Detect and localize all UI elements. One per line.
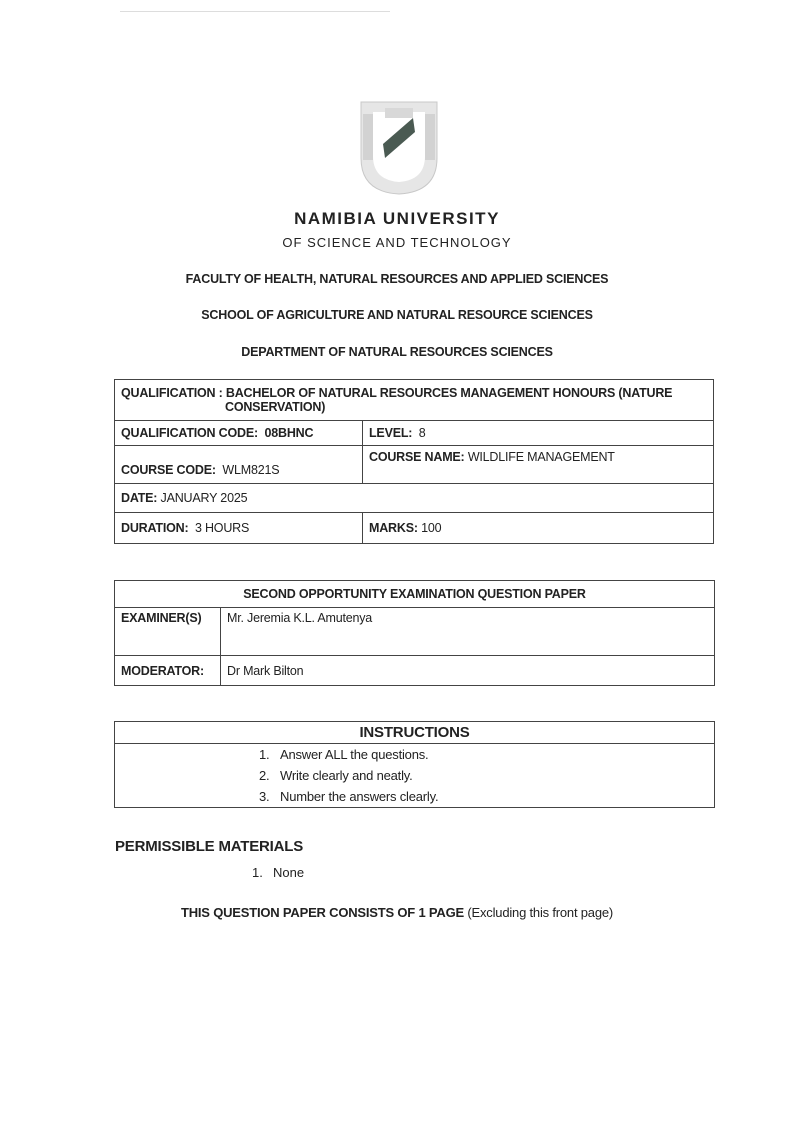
qualification-code: 08BHNC (264, 426, 314, 440)
instructions-list-cell (115, 744, 715, 808)
faculty-heading: FACULTY OF HEALTH, NATURAL RESOURCES AND APPLIED SCIENCES (185, 272, 609, 286)
item-text: None (273, 865, 305, 880)
department-heading: DEPARTMENT OF NATURAL RESOURCES SCIENCES (241, 345, 553, 359)
qualification-text: QUALIFICATION : BACHELOR OF NATURAL RESOURCES MANAGEMENT HONOURS (NATURE (121, 386, 673, 400)
item-number: 3. (259, 789, 270, 804)
item-number: 1. (252, 865, 263, 880)
course-name: WILDLIFE MANAGEMENT (467, 450, 615, 464)
course-name-cell (363, 446, 714, 484)
item-text: Write clearly and neatly. (280, 768, 413, 783)
marks-cell (363, 513, 714, 544)
label: DATE: (121, 491, 158, 505)
date-cell (115, 484, 714, 513)
school-heading: SCHOOL OF AGRICULTURE AND NATURAL RESOURCE SCIENCES (201, 308, 593, 322)
label: LEVEL: (369, 426, 413, 440)
qualification-cell (115, 380, 714, 421)
page-count-note-text: (Excluding this front page) (467, 905, 614, 920)
item-number: 2. (259, 768, 270, 783)
level-value: 8 (418, 426, 426, 440)
duration-value: 3 HOURS (194, 521, 250, 535)
scan-artifact-line (120, 11, 390, 12)
instructions-table (114, 721, 715, 808)
moderator-name: Dr Mark Bilton (221, 656, 715, 686)
examiner-label: EXAMINER(S) (115, 608, 221, 656)
list-item (259, 744, 708, 765)
exam-info-table (114, 580, 715, 686)
list-item (259, 786, 708, 807)
page-count-bold: THIS QUESTION PAPER CONSISTS OF 1 PAGE (180, 905, 464, 920)
examiner-name: Mr. Jeremia K.L. Amutenya (221, 608, 715, 656)
exam-title: SECOND OPPORTUNITY EXAMINATION QUESTION PAPER (115, 581, 715, 608)
qualification-text-cont: CONSERVATION) (225, 400, 326, 414)
item-text: Number the answers clearly. (280, 789, 439, 804)
university-subtitle: OF SCIENCE AND TECHNOLOGY (282, 235, 512, 250)
instructions-list (259, 744, 708, 807)
label: MARKS: (369, 521, 418, 535)
marks-value: 100 (421, 521, 442, 535)
label: QUALIFICATION CODE: (121, 426, 258, 440)
permissible-materials-heading: PERMISSIBLE MATERIALS (115, 838, 304, 855)
qualification-code-cell (115, 421, 363, 446)
permissible-item (252, 865, 304, 880)
instructions-title: INSTRUCTIONS (115, 722, 715, 744)
course-code-cell (115, 446, 363, 484)
page-count-note (0, 905, 794, 920)
shield-logo-icon (357, 100, 441, 196)
course-code: WLM821S (222, 463, 280, 477)
duration-cell (115, 513, 363, 544)
item-number: 1. (259, 747, 270, 762)
course-info-table (114, 379, 714, 544)
university-name: NAMIBIA UNIVERSITY (294, 209, 500, 228)
level-cell (363, 421, 714, 446)
label: COURSE NAME: (369, 450, 465, 464)
date-value: JANUARY 2025 (160, 491, 248, 505)
list-item (259, 765, 708, 786)
label: DURATION: (121, 521, 189, 535)
item-text: Answer ALL the questions. (280, 747, 429, 762)
university-logo (357, 100, 441, 201)
label: COURSE CODE: (121, 463, 216, 477)
moderator-label: MODERATOR: (115, 656, 221, 686)
